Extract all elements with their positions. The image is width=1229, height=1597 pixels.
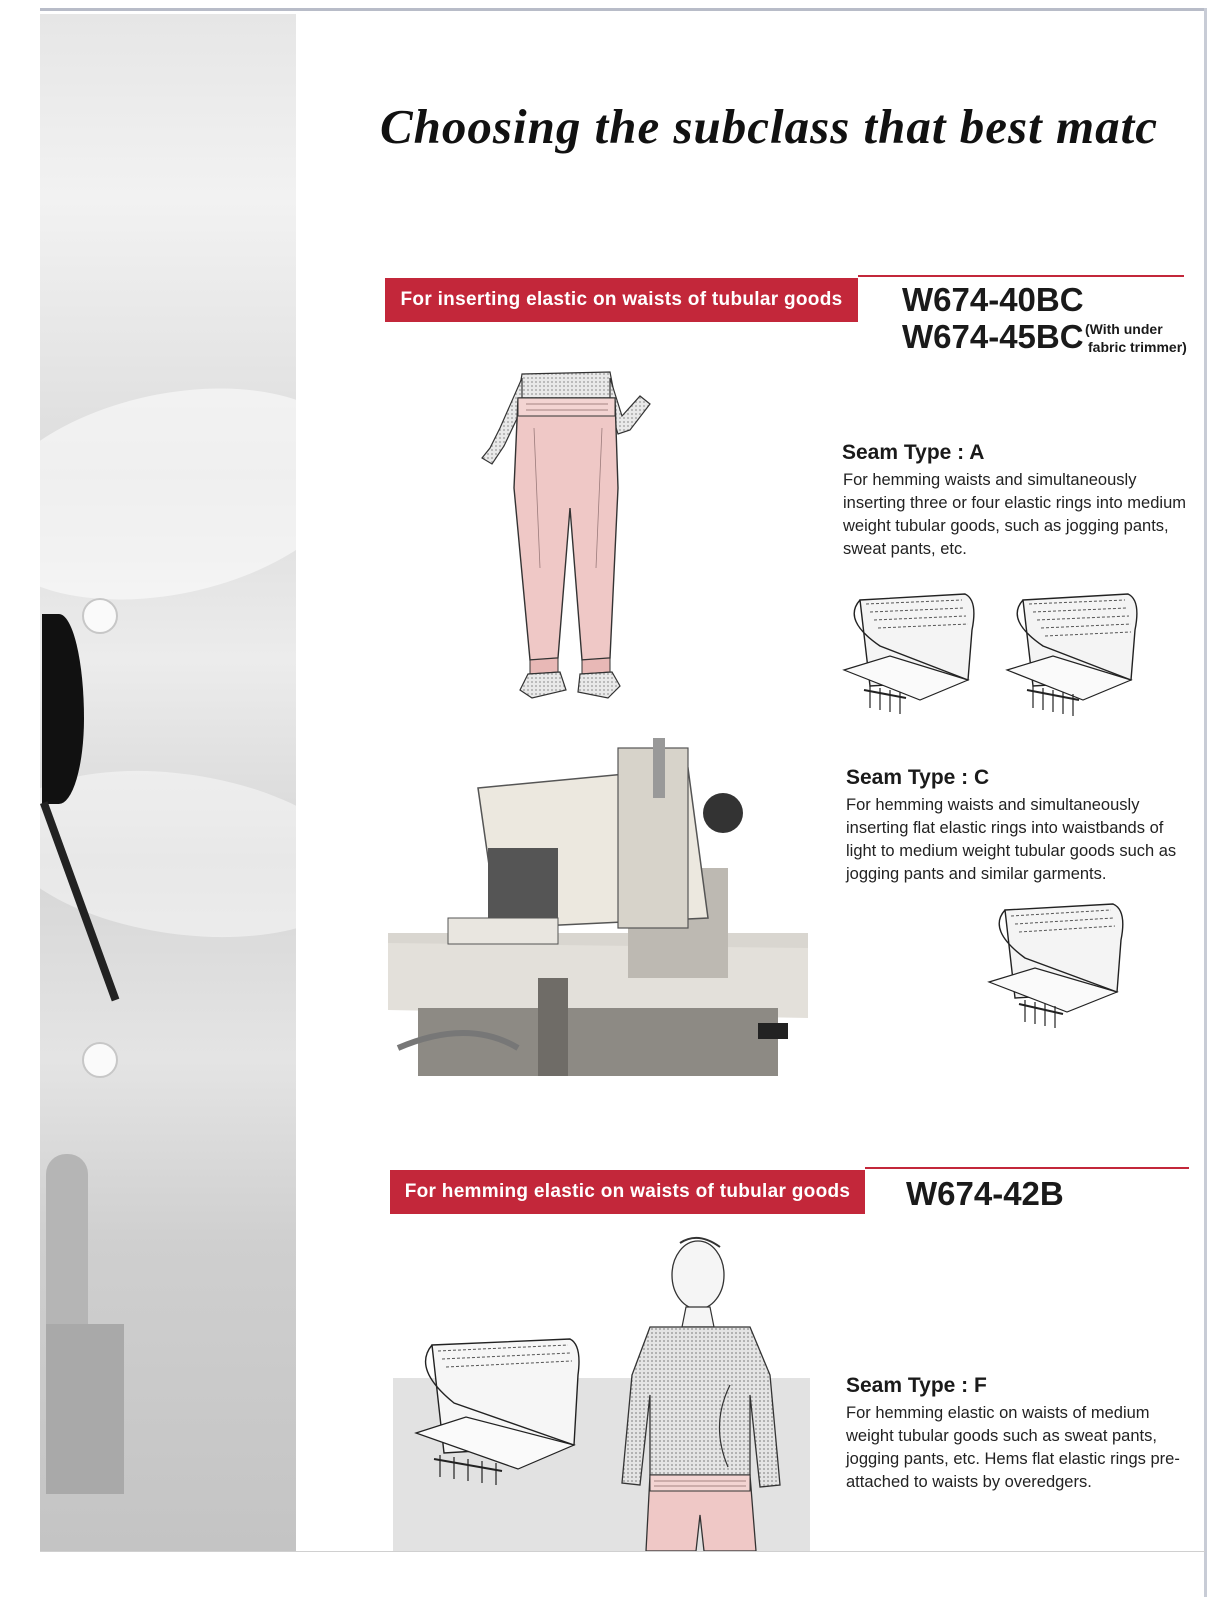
model-w674-40bc: W674-40BC	[902, 281, 1084, 318]
binder-hole	[82, 1042, 118, 1078]
model-note-line2: fabric trimmer)	[1088, 339, 1187, 355]
right-page-rule	[1204, 8, 1207, 1597]
seam-c-diagram	[985, 900, 1130, 1040]
seam-type-a-heading: Seam Type : A	[842, 441, 985, 464]
seam-f-diagram	[410, 1335, 585, 1495]
sewing-machine-photo	[388, 718, 808, 1076]
model-note-line1: (With under	[1085, 321, 1163, 337]
seam-type-f-heading: Seam Type : F	[846, 1374, 987, 1397]
seam-a-diagram-left	[840, 590, 980, 722]
seam-type-a-text: For hemming waists and simultaneously inserting three or four elastic rings into medium weight tubular goods, such as jogging pants, sweat pants, etc.	[843, 471, 1186, 558]
model-w674-45bc: W674-45BC	[902, 318, 1084, 355]
section1-banner: For inserting elastic on waists of tubular goods	[385, 278, 858, 322]
seam-type-f-text: For hemming elastic on waists of medium weight tubular goods such as sweat pants, jogging pants, etc. Hems flat elastic rings pre-attached to waists by overedgers.	[846, 1404, 1180, 1491]
seam-a-diagram-right	[1003, 590, 1143, 722]
sweat-shorts-illustration	[610, 1235, 810, 1551]
left-decorative-photo	[40, 14, 296, 1551]
jogging-pants-illustration	[470, 368, 670, 708]
section2-rule	[865, 1167, 1189, 1169]
bottom-page-rule	[40, 1551, 1205, 1552]
seam-type-c-text: For hemming waists and simultaneously inserting flat elastic rings into waistbands of light to medium weight tubular goods such as jogging pants and similar garments.	[846, 796, 1177, 883]
top-page-rule	[40, 8, 1205, 11]
page-title: Choosing the subclass that best matc	[380, 99, 1158, 154]
binder-hole	[82, 598, 118, 634]
section1-rule	[858, 275, 1184, 277]
section2-banner: For hemming elastic on waists of tubular goods	[390, 1170, 865, 1214]
seam-type-c-heading: Seam Type : C	[846, 766, 990, 789]
model-w674-42b: W674-42B	[906, 1175, 1064, 1212]
